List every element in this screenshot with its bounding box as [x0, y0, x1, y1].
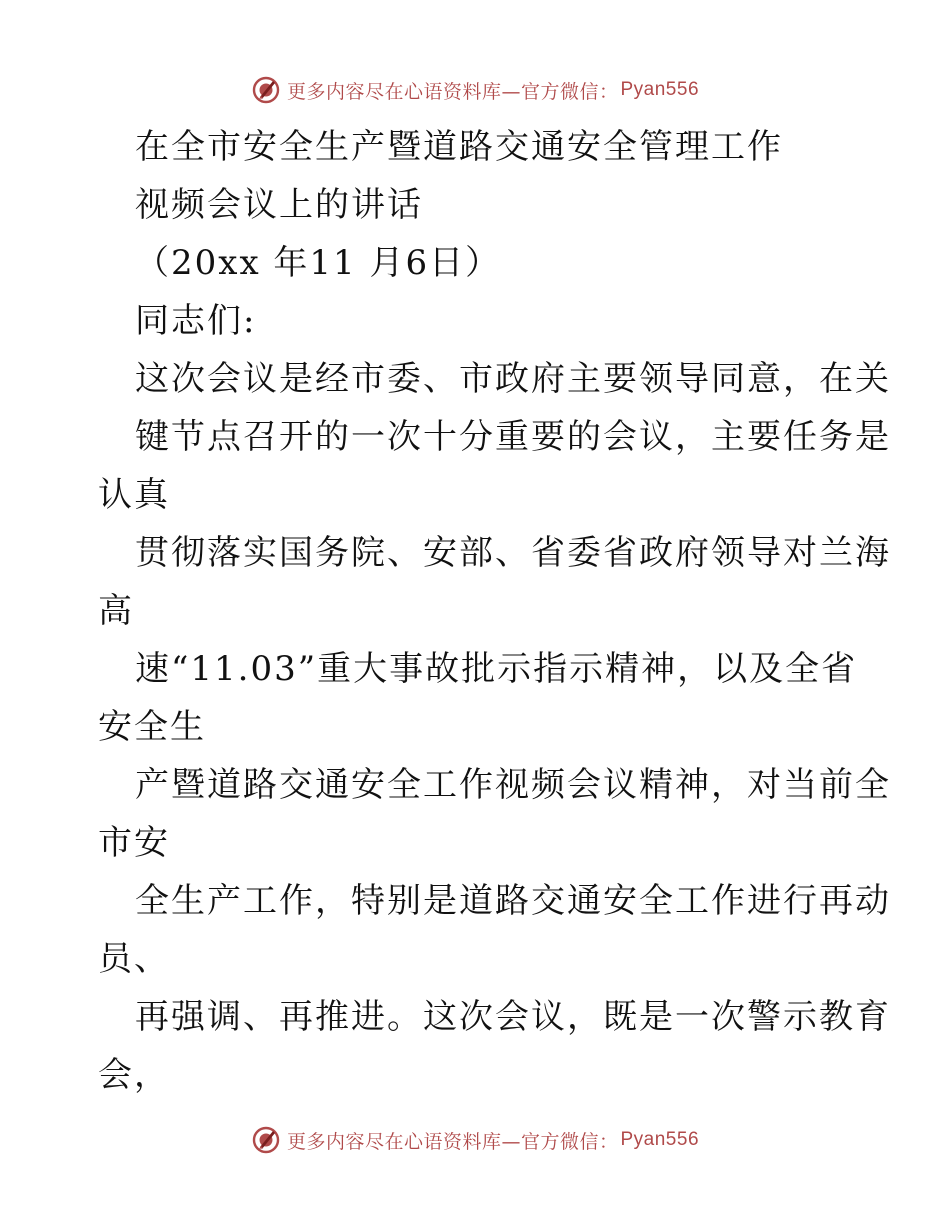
document-title-line-1: 在全市安全生产暨道路交通安全管理工作: [135, 127, 783, 167]
document-salutation: 同志们:: [135, 301, 257, 341]
watermark-code: Pyan556: [620, 79, 700, 100]
paragraph-line: 高: [98, 591, 134, 631]
watermark-text: 更多内容尽在心语资料库—官方微信：: [286, 80, 619, 103]
pen-seal-icon: [251, 1125, 281, 1155]
paragraph-line: 市安: [98, 823, 170, 863]
paragraph-line: 贯彻落实国务院、安部、省委省政府领导对兰海: [135, 533, 891, 573]
paragraph-line: 这次会议是经市委、市政府主要领导同意，在关: [135, 359, 891, 399]
watermark-text: 更多内容尽在心语资料库—官方微信：: [286, 1130, 619, 1153]
paragraph-line: 产暨道路交通安全工作视频会议精神，对当前全: [135, 765, 891, 805]
document-date: （20xx 年11 月6日）: [135, 243, 502, 283]
paragraph-line: 键节点召开的一次十分重要的会议，主要任务是: [135, 417, 891, 457]
document-title-line-2: 视频会议上的讲话: [135, 185, 423, 225]
pen-seal-icon: [251, 75, 281, 105]
footer-watermark: [0, 1120, 950, 1160]
paragraph-line: 全生产工作，特别是道路交通安全工作进行再动: [135, 881, 891, 921]
watermark-code: Pyan556: [620, 1129, 700, 1150]
paragraph-line: 员、: [98, 939, 170, 979]
paragraph-line: 认真: [98, 475, 170, 515]
paragraph-line: 会，: [98, 1055, 170, 1095]
paragraph-line: 速“11.03”重大事故批示指示精神，以及全省: [135, 649, 858, 689]
paragraph-line: 安全生: [98, 707, 206, 747]
paragraph-line: 再强调、再推进。这次会议，既是一次警示教育: [135, 997, 891, 1037]
header-watermark: [0, 70, 950, 110]
